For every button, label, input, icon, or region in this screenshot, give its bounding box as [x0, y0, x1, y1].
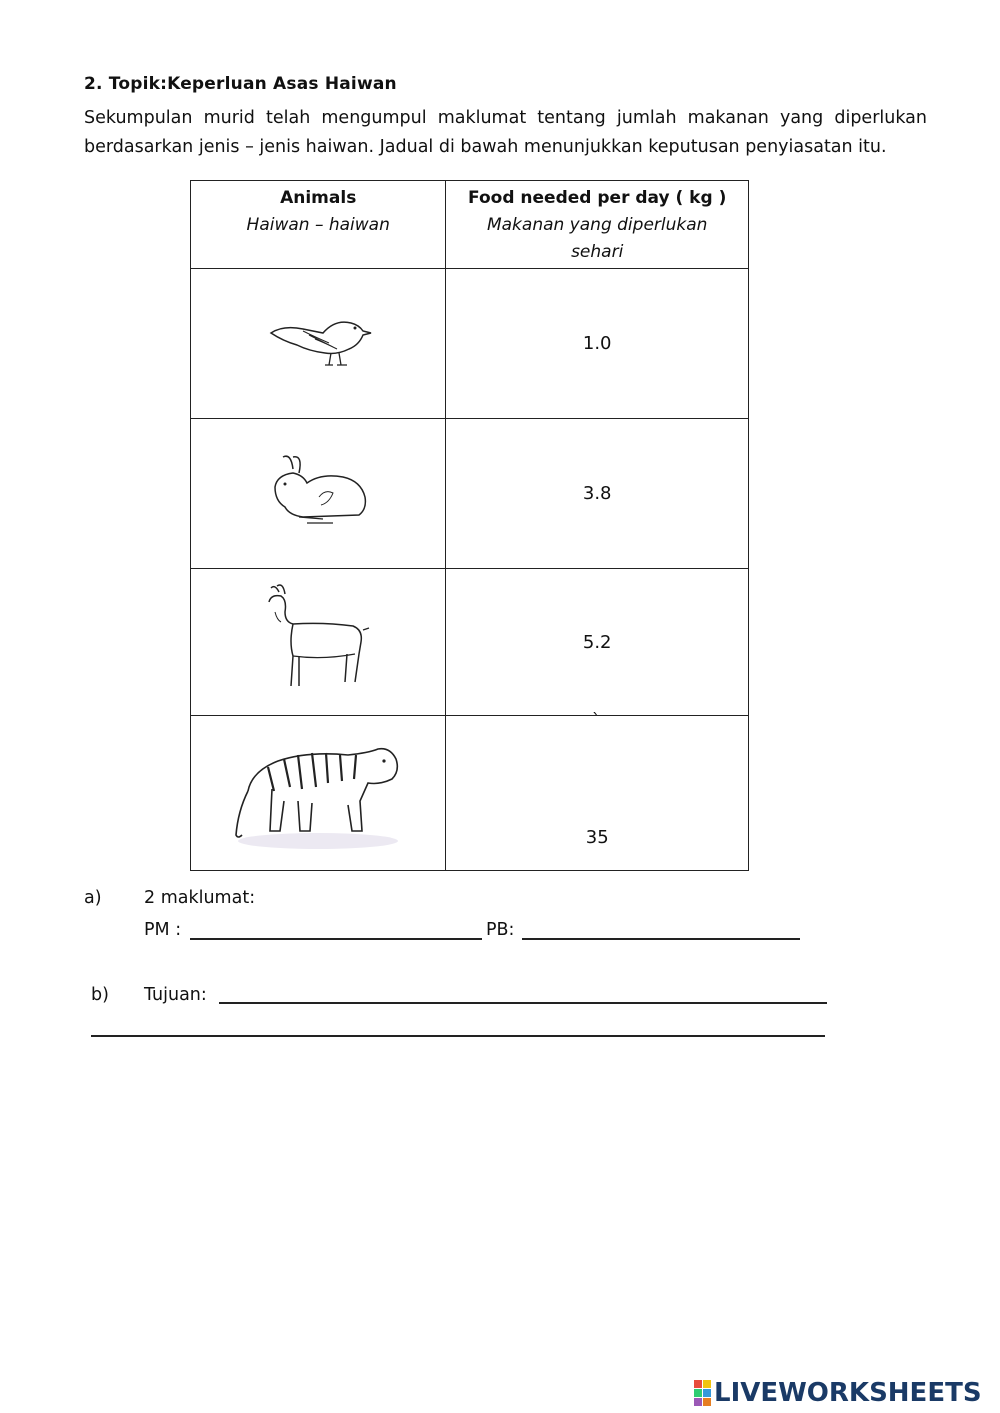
- tiger-icon: [228, 731, 408, 851]
- brand-name: LIVEWORKSHEETS: [714, 1378, 982, 1408]
- value-cell: 1.0: [446, 269, 749, 419]
- stray-mark: `: [592, 710, 600, 729]
- table-row: [191, 569, 749, 716]
- table-row: [191, 419, 749, 569]
- brand-footer: [694, 1378, 982, 1408]
- goat-icon: [263, 582, 373, 697]
- question-b-text: Tujuan:: [144, 985, 207, 1005]
- value-cell: 5.2: [446, 569, 749, 716]
- value-cell: 3.8: [446, 419, 749, 569]
- header-animals: [191, 181, 446, 269]
- bird-icon: [263, 311, 373, 371]
- table-header-row: [191, 181, 749, 269]
- question-title: 2. Topik:Keperluan Asas Haiwan: [84, 74, 397, 94]
- table-row: [191, 269, 749, 419]
- header-food: [446, 181, 749, 269]
- value-cell: [446, 716, 749, 871]
- animal-cell: [191, 716, 446, 871]
- tujuan-answer-line[interactable]: [219, 1002, 827, 1004]
- value-text: 35: [585, 827, 609, 848]
- tujuan-answer-line-2[interactable]: [91, 1035, 825, 1037]
- animal-cell: [191, 419, 446, 569]
- intro-paragraph: Sekumpulan murid telah mengumpul maklumat tentang jumlah makanan yang diperlukan berdasarkan jenis – jenis haiwan. Jadual di bawah menunjukkan keputusan penyiasatan itu.: [84, 108, 927, 157]
- pm-label: PM :: [144, 920, 182, 940]
- table-row: [191, 716, 749, 871]
- pb-answer-line[interactable]: [522, 938, 800, 940]
- food-table: [190, 180, 749, 871]
- animal-cell: [191, 269, 446, 419]
- liveworksheets-logo-icon: [694, 1380, 711, 1406]
- pm-answer-line[interactable]: [190, 938, 482, 940]
- header-food-label: Food needed per day ( kg ): [468, 188, 727, 208]
- header-animals-label: Animals: [280, 188, 357, 208]
- question-b-label: b): [91, 985, 109, 1005]
- rabbit-icon: [263, 451, 373, 531]
- animal-cell: [191, 569, 446, 716]
- pb-label: PB:: [486, 920, 515, 940]
- question-a-text: 2 maklumat:: [144, 888, 256, 908]
- question-a-label: a): [84, 888, 102, 908]
- header-food-sublabel: Makanan yang diperlukan sehari: [486, 215, 708, 262]
- header-animals-sublabel: Haiwan – haiwan: [246, 215, 390, 235]
